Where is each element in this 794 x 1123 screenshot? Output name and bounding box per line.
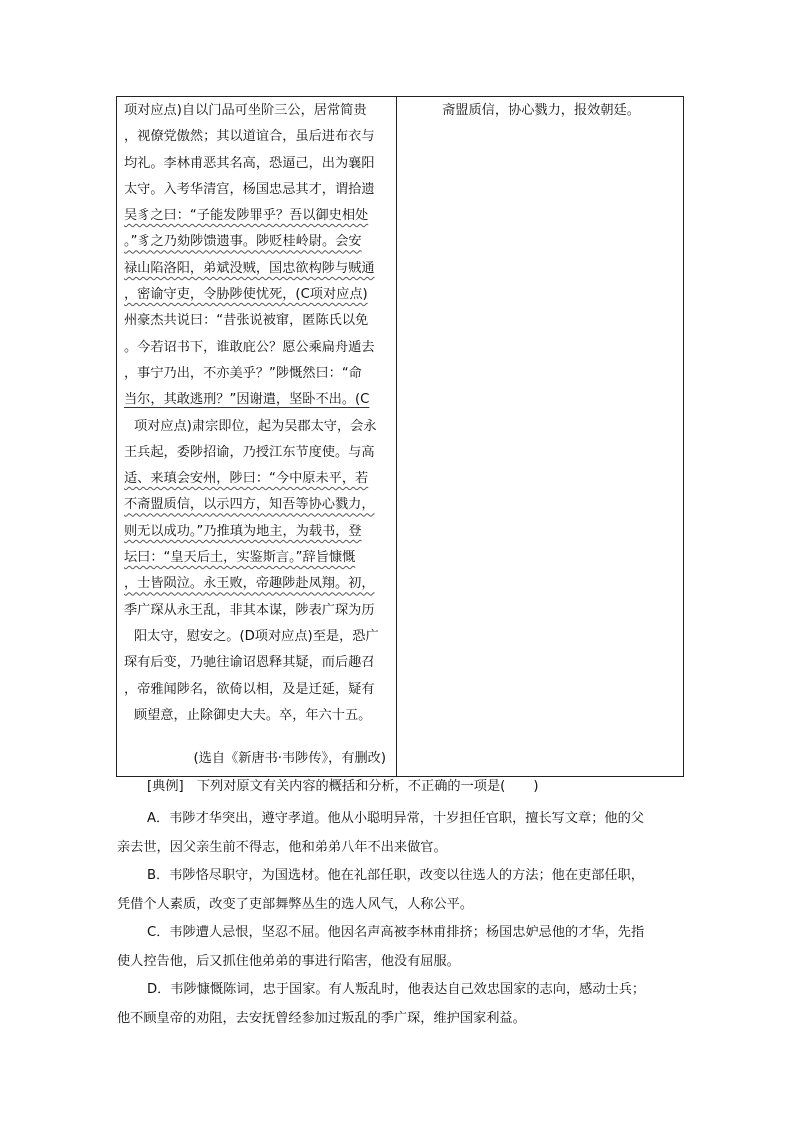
passage-line: 均礼。李林甫恶其名高，恐逼己，出为襄阳 — [124, 155, 375, 171]
option-c — [117, 919, 701, 976]
passage-line: 则无以成功。”乃推瑱为地主，为载书，登 — [124, 523, 362, 539]
option-c-line-2: 使人控告他，后又抓住他弟弟的事进行陷害，他没有屈服。 — [117, 953, 460, 969]
analysis-note: 斋盟质信，协心戮力，报效朝廷。 — [442, 103, 640, 118]
passage-line: 项对应点)肃宗即位，起为吴郡太守，会永 — [134, 418, 377, 434]
passage-line: 不斋盟质信，以示四方，知吾等协心戮力， — [124, 497, 375, 513]
question-stem — [147, 777, 701, 797]
option-b — [117, 862, 701, 919]
option-d-line-1: D．韦陟慷慨陈词，忠于国家。有人叛乱时，他表达自己效忠国家的志向，感动士兵； — [147, 982, 646, 997]
passage-line: 顾望意，止除御史大夫。卒，年六十五。 — [134, 707, 372, 723]
passage-line: ，帝雅闻陟名，欲倚以相，及是迁延，疑有 — [124, 681, 375, 697]
passage-line: ，士皆陨泣。永王败，帝趣陟赴凤翔。初， — [124, 576, 375, 592]
passage-line: 禄山陷洛阳，弟斌没贼，国忠欲构陟与贼通 — [124, 260, 375, 276]
passage-line: 琛有后变，乃驰往谕诏恩释其疑，而后趣召 — [124, 655, 375, 671]
option-b-line-2: 凭借个人素质，改变了吏部舞弊丛生的选人风气，人称公平。 — [117, 896, 474, 912]
passage-line: ，密谕守吏，令胁陟使忧死，(C项对应点) — [124, 287, 368, 303]
passage-line: 吴豸之曰：“子能发陟罪乎？吾以御史相处 — [124, 208, 369, 224]
passage-line: ，事宁乃出，不亦美乎？”陟慨然曰：“命 — [124, 365, 362, 381]
passage-line: 坛曰：“皇天后土，实鉴斯言。”辞旨慷慨 — [124, 550, 356, 566]
question-stem-text: [典例] 下列对原文有关内容的概括和分析，不正确的一项是( — [147, 779, 506, 794]
passage-line: 。今若诏书下，谁敢庇公？愿公乘扁舟遁去 — [124, 339, 375, 355]
passage-table — [116, 96, 684, 777]
passage-line: 阳太守，慰安之。(D项对应点)至是，恐广 — [134, 628, 379, 644]
passage-line: 太守。入考华清宫，杨国忠忌其才，谓拾遗 — [124, 181, 375, 197]
option-d-line-2: 他不顾皇帝的劝阻，去安抚曾经参加过叛乱的季广琛，维护国家利益。 — [117, 1010, 526, 1026]
passage-line: 当尔，其敢逃刑？”因谢遣，坚卧不出。(C — [124, 392, 370, 408]
option-a-line-2: 亲去世，因父亲生前不得志，他和弟弟八年不出来做官。 — [117, 839, 447, 855]
option-d — [117, 976, 701, 1033]
passage-line: 州豪杰共说曰：“昔张说被窜，匿陈氏以免 — [124, 313, 369, 329]
passage-line: 。”豸之乃劾陟馈遗事。陟贬桂岭尉。会安 — [124, 234, 362, 250]
passage-line: 季广琛从永王乱，非其本谋，陟表广琛为历 — [124, 602, 375, 618]
analysis-column — [397, 97, 683, 776]
passage-line: 项对应点)自以门品可坐阶三公，居常简贵 — [124, 103, 367, 118]
example-question — [117, 777, 701, 1033]
passage-source: (选自《新唐书·韦陟传》，有删改) — [193, 751, 386, 766]
passage-line: 王兵起，委陟招谕，乃授江东节度使。与高 — [124, 444, 375, 460]
passage-line: ，视僚党傲然；其以道谊合，虽后进布衣与 — [124, 129, 375, 145]
passage-text-column — [117, 97, 397, 776]
option-b-line-1: B．韦陟恪尽职守，为国选材。他在礼部任职，改变以往选人的方法；他在吏部任职， — [147, 868, 644, 883]
option-c-line-1: C．韦陟遭人忌恨，坚忍不屈。他因名声高被李林甫排挤；杨国忠妒忌他的才华，先指 — [147, 925, 645, 940]
passage-line: 适、来瑱会安州，陟曰：“今中原未平，若 — [124, 471, 369, 487]
option-a-line-1: A．韦陟才华突出，遵守孝道。他从小聪明异常，十岁担任官职，擅长写文章；他的父 — [147, 811, 644, 826]
option-a — [117, 805, 701, 862]
question-stem-close: ) — [533, 779, 539, 794]
